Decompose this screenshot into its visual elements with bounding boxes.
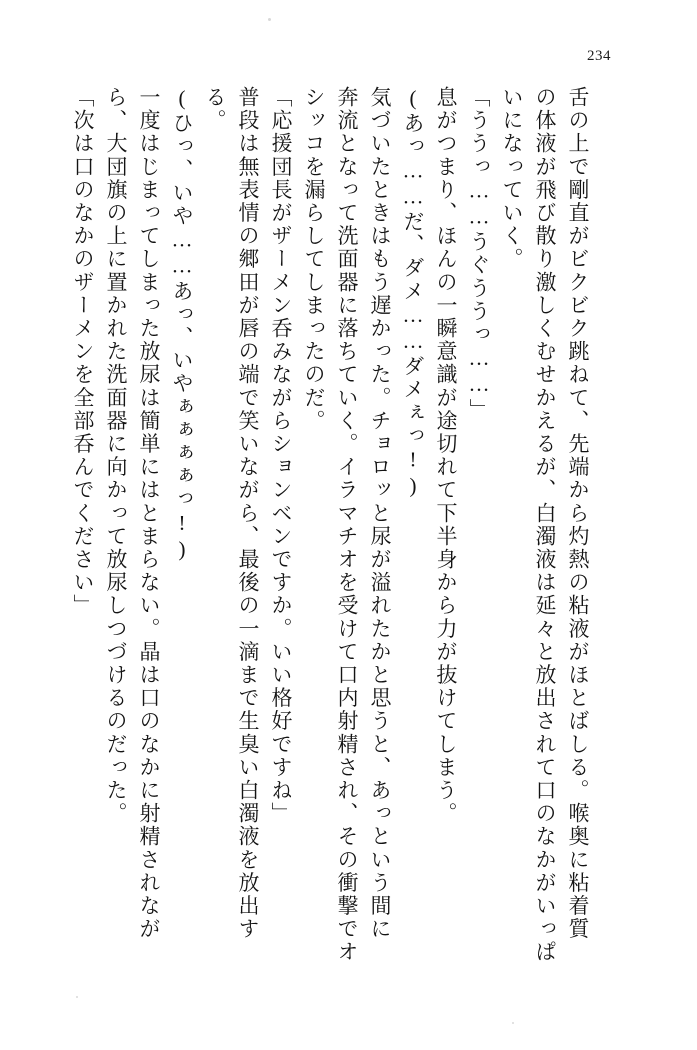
text-column: 気づいたときはもう遅かった。チョロッと尿が溢れたかと思うと、あっという間に (368, 86, 392, 941)
text-column: 舌の上で剛直がビクビク跳ねて、先端から灼熱の粘液がほとばしる。喉奥に粘着質 (566, 86, 590, 941)
text-column: 一度はじまってしまった放尿は簡単にはとまらない。晶は口のなかに射精されなが (137, 86, 161, 941)
scan-speck (512, 1022, 514, 1024)
text-column: 「次は口のなかのザーメンを全部呑んでください」 (71, 86, 95, 618)
text-column: (あっ……だ、ダメ……ダメぇっ!) (401, 86, 425, 500)
text-column: 「ううっ……うぐううっ……」 (467, 86, 491, 422)
vertical-text-body (60, 86, 625, 986)
text-column: 息がつまり、ほんの一瞬意識が途切れて下半身から力が抜けてしまう。 (434, 86, 458, 826)
text-column: ら、大団旗の上に置かれた洗面器に向かって放尿しつづけるのだった。 (104, 86, 128, 826)
text-column: いになっていく。 (500, 86, 524, 271)
scan-speck (76, 996, 78, 998)
scan-speck (268, 18, 271, 21)
text-column: 「応援団長がザーメン呑みながらションベンですか。いい格好ですね」 (269, 86, 293, 826)
text-column: シッコを漏らしてしまったのだ。 (302, 86, 326, 433)
text-column: (ひっ、いや……あっ、いやぁぁぁぁっ!) (170, 86, 194, 563)
text-column: の体液が飛び散り激しくむせかえるが、白濁液は延々と放出されて口のなかがいっぱ (533, 86, 557, 964)
page-number: 234 (587, 48, 611, 64)
text-column: る。 (203, 86, 227, 133)
text-column: 奔流となって洗面器に落ちていく。イラマチオを受けて口内射精され、その衝撃でオ (335, 86, 359, 964)
text-column: 普段は無表情の郷田が唇の端で笑いながら、最後の一滴まで生臭い白濁液を放出す (236, 86, 260, 941)
